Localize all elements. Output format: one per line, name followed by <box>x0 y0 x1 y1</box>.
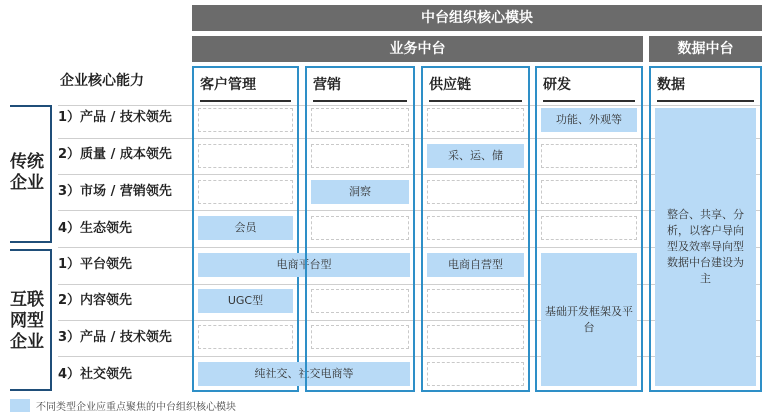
column-rd <box>535 66 643 392</box>
cell-data-integration: 整合、共享、分析，以客户导向型及效率导向型数据中台建设为主 <box>655 108 756 386</box>
column-header-supply: 供应链 <box>429 70 522 102</box>
row-label-ecosystem: 4）生态领先 <box>58 221 133 236</box>
empty-slot <box>198 180 293 204</box>
cell-ecommerce-platform: 电商平台型 <box>198 253 410 277</box>
empty-slot <box>541 144 637 168</box>
column-marketing <box>305 66 415 392</box>
cell-ecommerce-self: 电商自营型 <box>427 253 524 277</box>
cell-procure-transport-store: 采、运、储 <box>427 144 524 168</box>
empty-slot <box>427 289 524 313</box>
group-label-internet: 互联网型企业 <box>10 290 44 352</box>
empty-slot <box>311 216 409 240</box>
empty-slot <box>311 289 409 313</box>
header-business-platform: 业务中台 <box>192 36 643 62</box>
empty-slot <box>427 108 524 132</box>
empty-slot <box>427 180 524 204</box>
empty-slot <box>427 325 524 349</box>
header-data-platform: 数据中台 <box>649 36 762 62</box>
legend-swatch <box>10 399 30 412</box>
empty-slot <box>198 108 293 132</box>
row-label-social: 4）社交领先 <box>58 367 133 382</box>
empty-slot <box>198 325 293 349</box>
cell-insight: 洞察 <box>311 180 409 204</box>
empty-slot <box>541 216 637 240</box>
row-label-market-marketing: 3）市场 / 营销领先 <box>58 184 172 199</box>
core-capability-header: 企业核心能力 <box>60 73 144 89</box>
cell-ugc: UGC型 <box>198 289 293 313</box>
empty-slot <box>311 325 409 349</box>
empty-slot <box>198 144 293 168</box>
empty-slot <box>427 216 524 240</box>
row-label-quality-cost: 2）质量 / 成本领先 <box>58 147 172 162</box>
group-label-traditional: 传统企业 <box>10 152 44 193</box>
row-label-product-tech-internet: 3）产品 / 技术领先 <box>58 330 172 345</box>
column-header-customer: 客户管理 <box>200 70 291 102</box>
empty-slot <box>427 362 524 386</box>
empty-slot <box>311 108 409 132</box>
empty-slot <box>311 144 409 168</box>
cell-member: 会员 <box>198 216 293 240</box>
legend-text: 不同类型企业应重点聚焦的中台组织核心模块 <box>36 402 236 413</box>
column-data <box>649 66 762 392</box>
column-supply-chain <box>421 66 530 392</box>
cell-social-commerce: 纯社交、社交电商等 <box>198 362 410 386</box>
row-label-platform: 1）平台领先 <box>58 257 133 272</box>
column-header-rd: 研发 <box>543 70 635 102</box>
cell-dev-framework: 基础开发框架及平台 <box>541 253 637 386</box>
column-header-marketing: 营销 <box>313 70 407 102</box>
column-header-data: 数据 <box>657 70 754 102</box>
row-label-product-tech: 1）产品 / 技术领先 <box>58 110 172 125</box>
cell-function-appearance: 功能、外观等 <box>541 108 637 132</box>
header-middle-platform-modules: 中台组织核心模块 <box>192 5 762 31</box>
empty-slot <box>541 180 637 204</box>
row-label-content: 2）内容领先 <box>58 293 133 308</box>
